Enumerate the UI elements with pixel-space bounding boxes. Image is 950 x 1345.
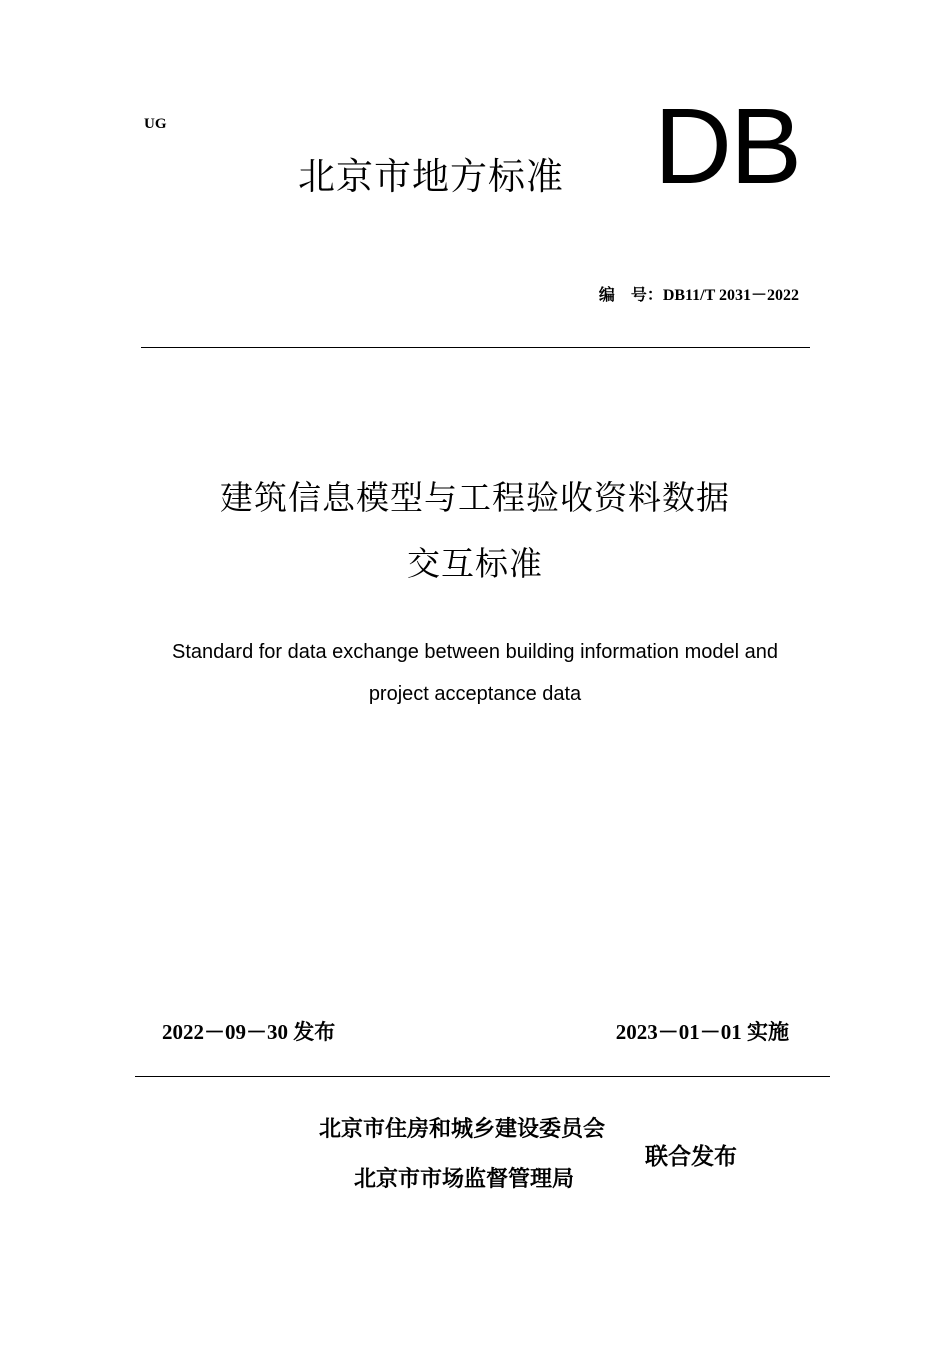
title-en-line-1: Standard for data exchange between building information model and bbox=[172, 641, 778, 663]
title-en-line-2: project acceptance data bbox=[368, 683, 582, 705]
joint-release-label: 联合发布 bbox=[645, 1144, 737, 1170]
db-logo: DB bbox=[654, 85, 801, 206]
standard-type-heading: 北京市地方标准 bbox=[298, 155, 564, 198]
standard-number: 编 号：DB11/T 2031－2022 bbox=[598, 287, 799, 304]
classification-code: UG bbox=[144, 116, 167, 132]
top-divider bbox=[141, 347, 810, 348]
title-zh-line-1: 建筑信息模型与工程验收资料数据 bbox=[220, 478, 730, 517]
issue-date: 2022－09－30 发布 bbox=[162, 1020, 336, 1044]
implementation-date: 2023－01－01 实施 bbox=[615, 1020, 789, 1044]
title-zh-line-2: 交互标准 bbox=[407, 544, 543, 583]
publisher-housing-commission: 北京市住房和城乡建设委员会 bbox=[319, 1117, 606, 1142]
publisher-market-regulation: 北京市市场监督管理局 bbox=[354, 1167, 575, 1192]
bottom-divider bbox=[135, 1076, 830, 1077]
